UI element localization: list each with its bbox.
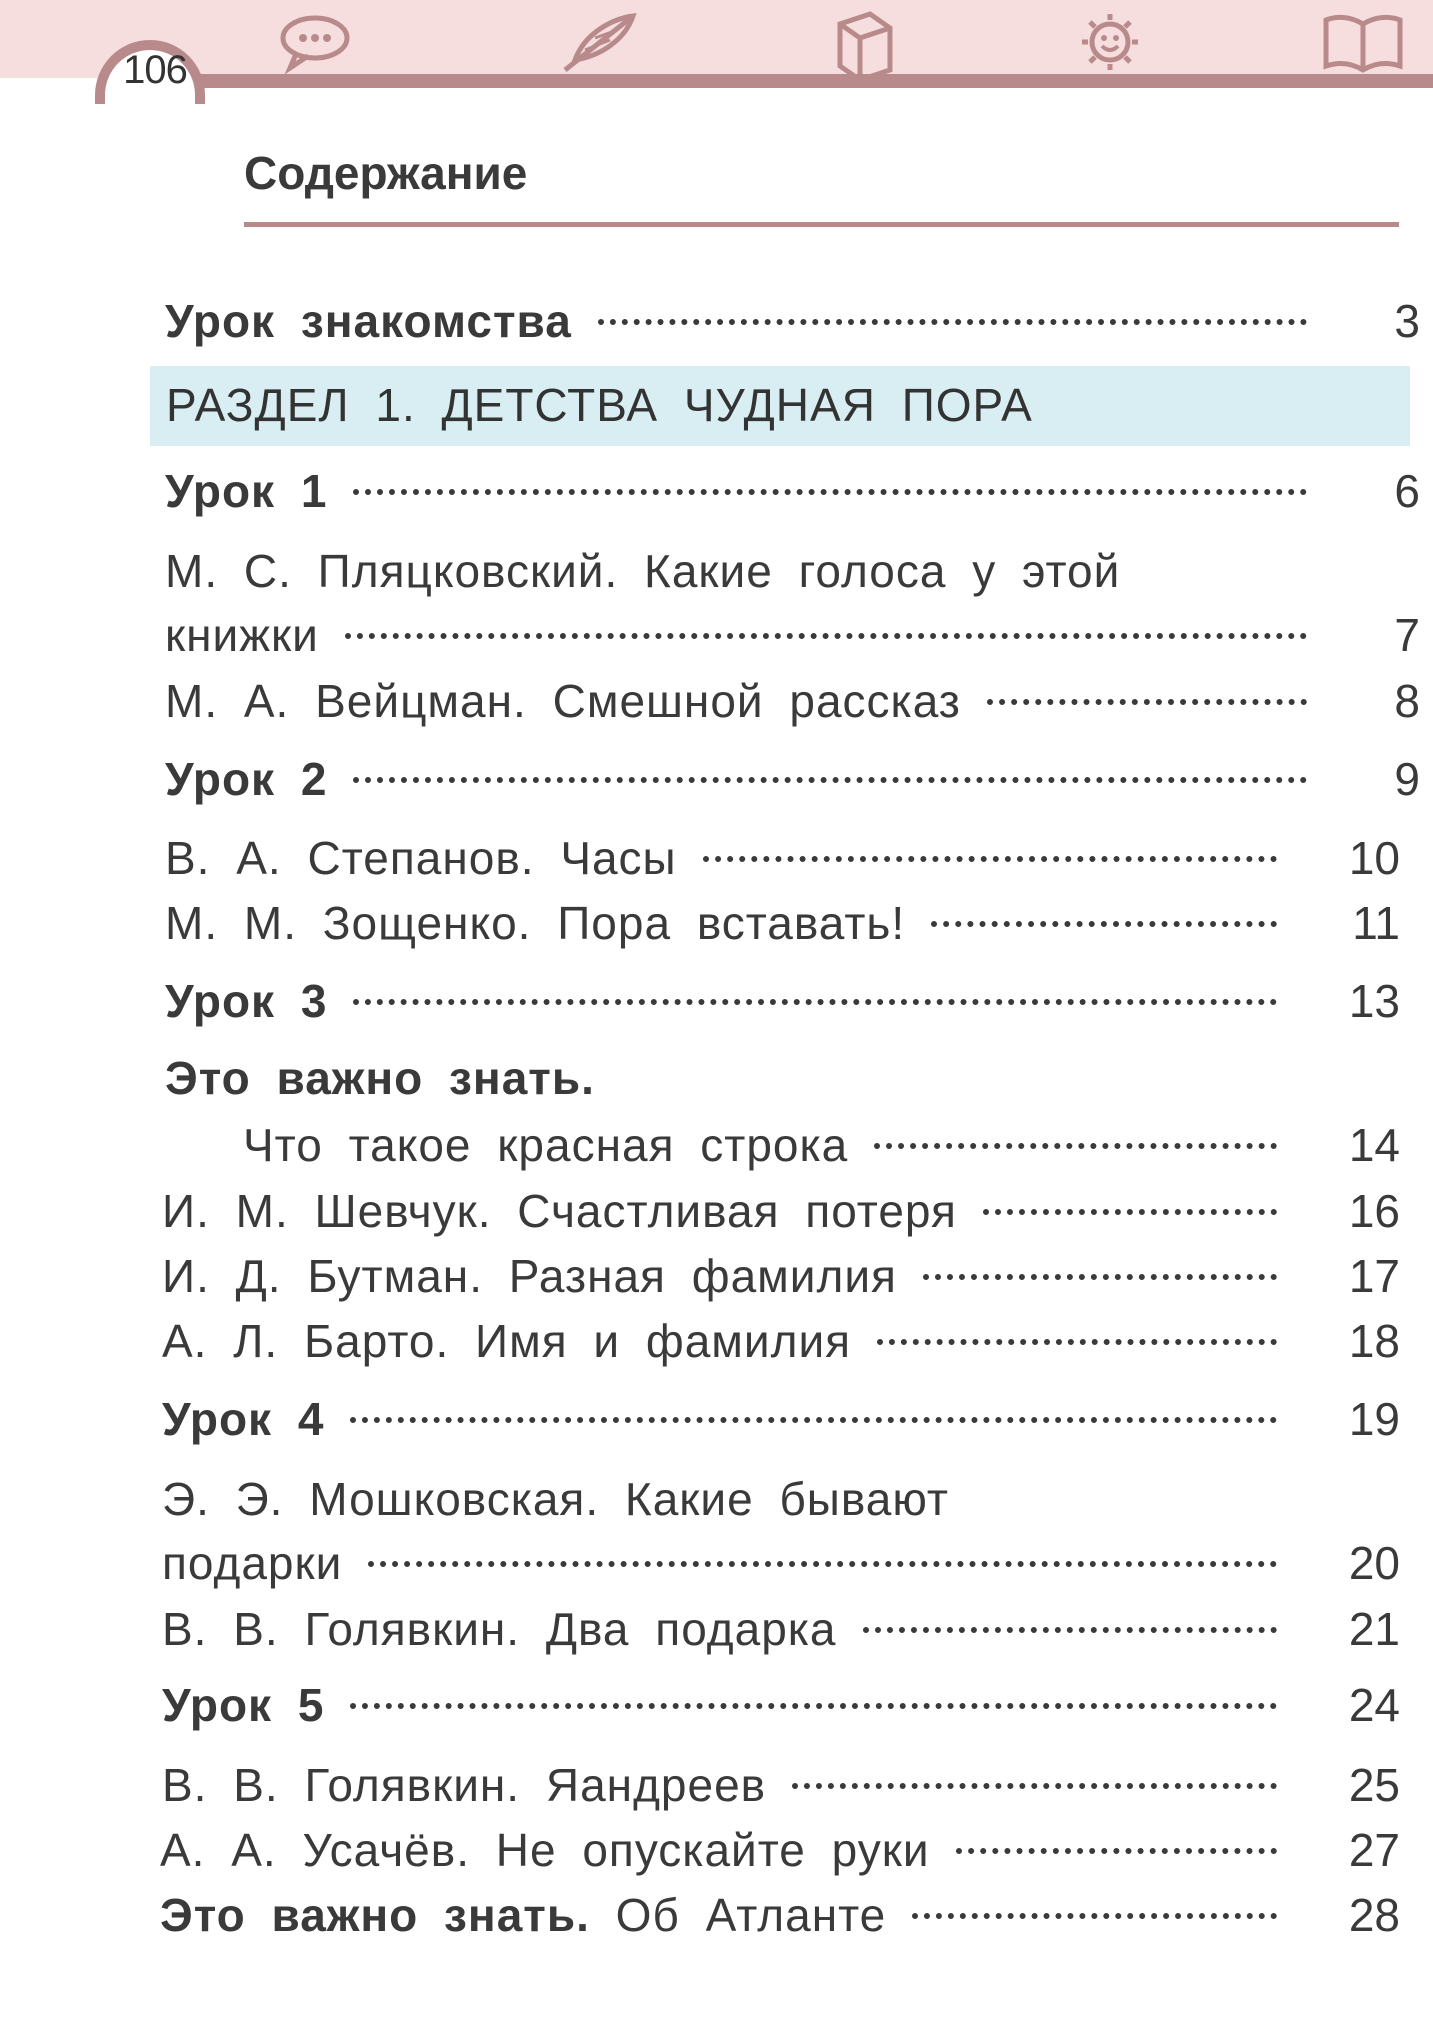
toc-entry-line: Э. Э. Мошковская. Какие бывают — [162, 1473, 949, 1525]
toc-heading: Это важно знать. — [165, 1052, 595, 1104]
toc-entry[interactable]: М. А. Вейцман. Смешной рассказ 8 — [165, 675, 1420, 727]
toc-entry[interactable]: Урок 5 24 — [162, 1679, 1400, 1731]
toc-entry[interactable]: Урок 3 13 — [165, 975, 1400, 1027]
toc-entry[interactable]: подарки 20 — [162, 1537, 1400, 1589]
toc-entry[interactable]: А. Л. Барто. Имя и фамилия 18 — [162, 1315, 1400, 1367]
toc-entry[interactable]: Урок 4 19 — [162, 1393, 1400, 1445]
toc-entry-line: М. С. Пляцковский. Какие голоса у этой — [165, 545, 1121, 597]
page-title: Содержание — [244, 147, 528, 199]
toc-entry[interactable]: И. М. Шевчук. Счастливая потеря 16 — [162, 1185, 1400, 1237]
toc-entry[interactable]: Что такое красная строка 14 — [243, 1119, 1400, 1171]
toc-entry[interactable]: В. В. Голявкин. Два подарка 21 — [162, 1603, 1400, 1655]
toc-entry[interactable]: Это важно знать. Об Атланте 28 — [160, 1889, 1400, 1941]
page-number: 106 — [123, 48, 187, 92]
toc-entry[interactable]: В. А. Степанов. Часы 10 — [165, 832, 1400, 884]
section-header: РАЗДЕЛ 1. ДЕТСТВА ЧУДНАЯ ПОРА — [150, 366, 1410, 446]
toc-entry[interactable]: книжки 7 — [165, 609, 1420, 661]
toc-entry[interactable]: И. Д. Бутман. Разная фамилия 17 — [162, 1250, 1400, 1302]
toc-entry[interactable]: Урок 2 9 — [165, 753, 1420, 805]
toc-entry[interactable]: В. В. Голявкин. Яандреев 25 — [162, 1759, 1400, 1811]
toc-entry[interactable]: М. М. Зощенко. Пора вставать! 11 — [165, 897, 1400, 949]
toc-entry[interactable]: Урок знакомства 3 — [165, 295, 1420, 347]
toc-entry[interactable]: А. А. Усачёв. Не опускайте руки 27 — [160, 1824, 1400, 1876]
toc-entry[interactable]: Урок 1 6 — [165, 465, 1420, 517]
